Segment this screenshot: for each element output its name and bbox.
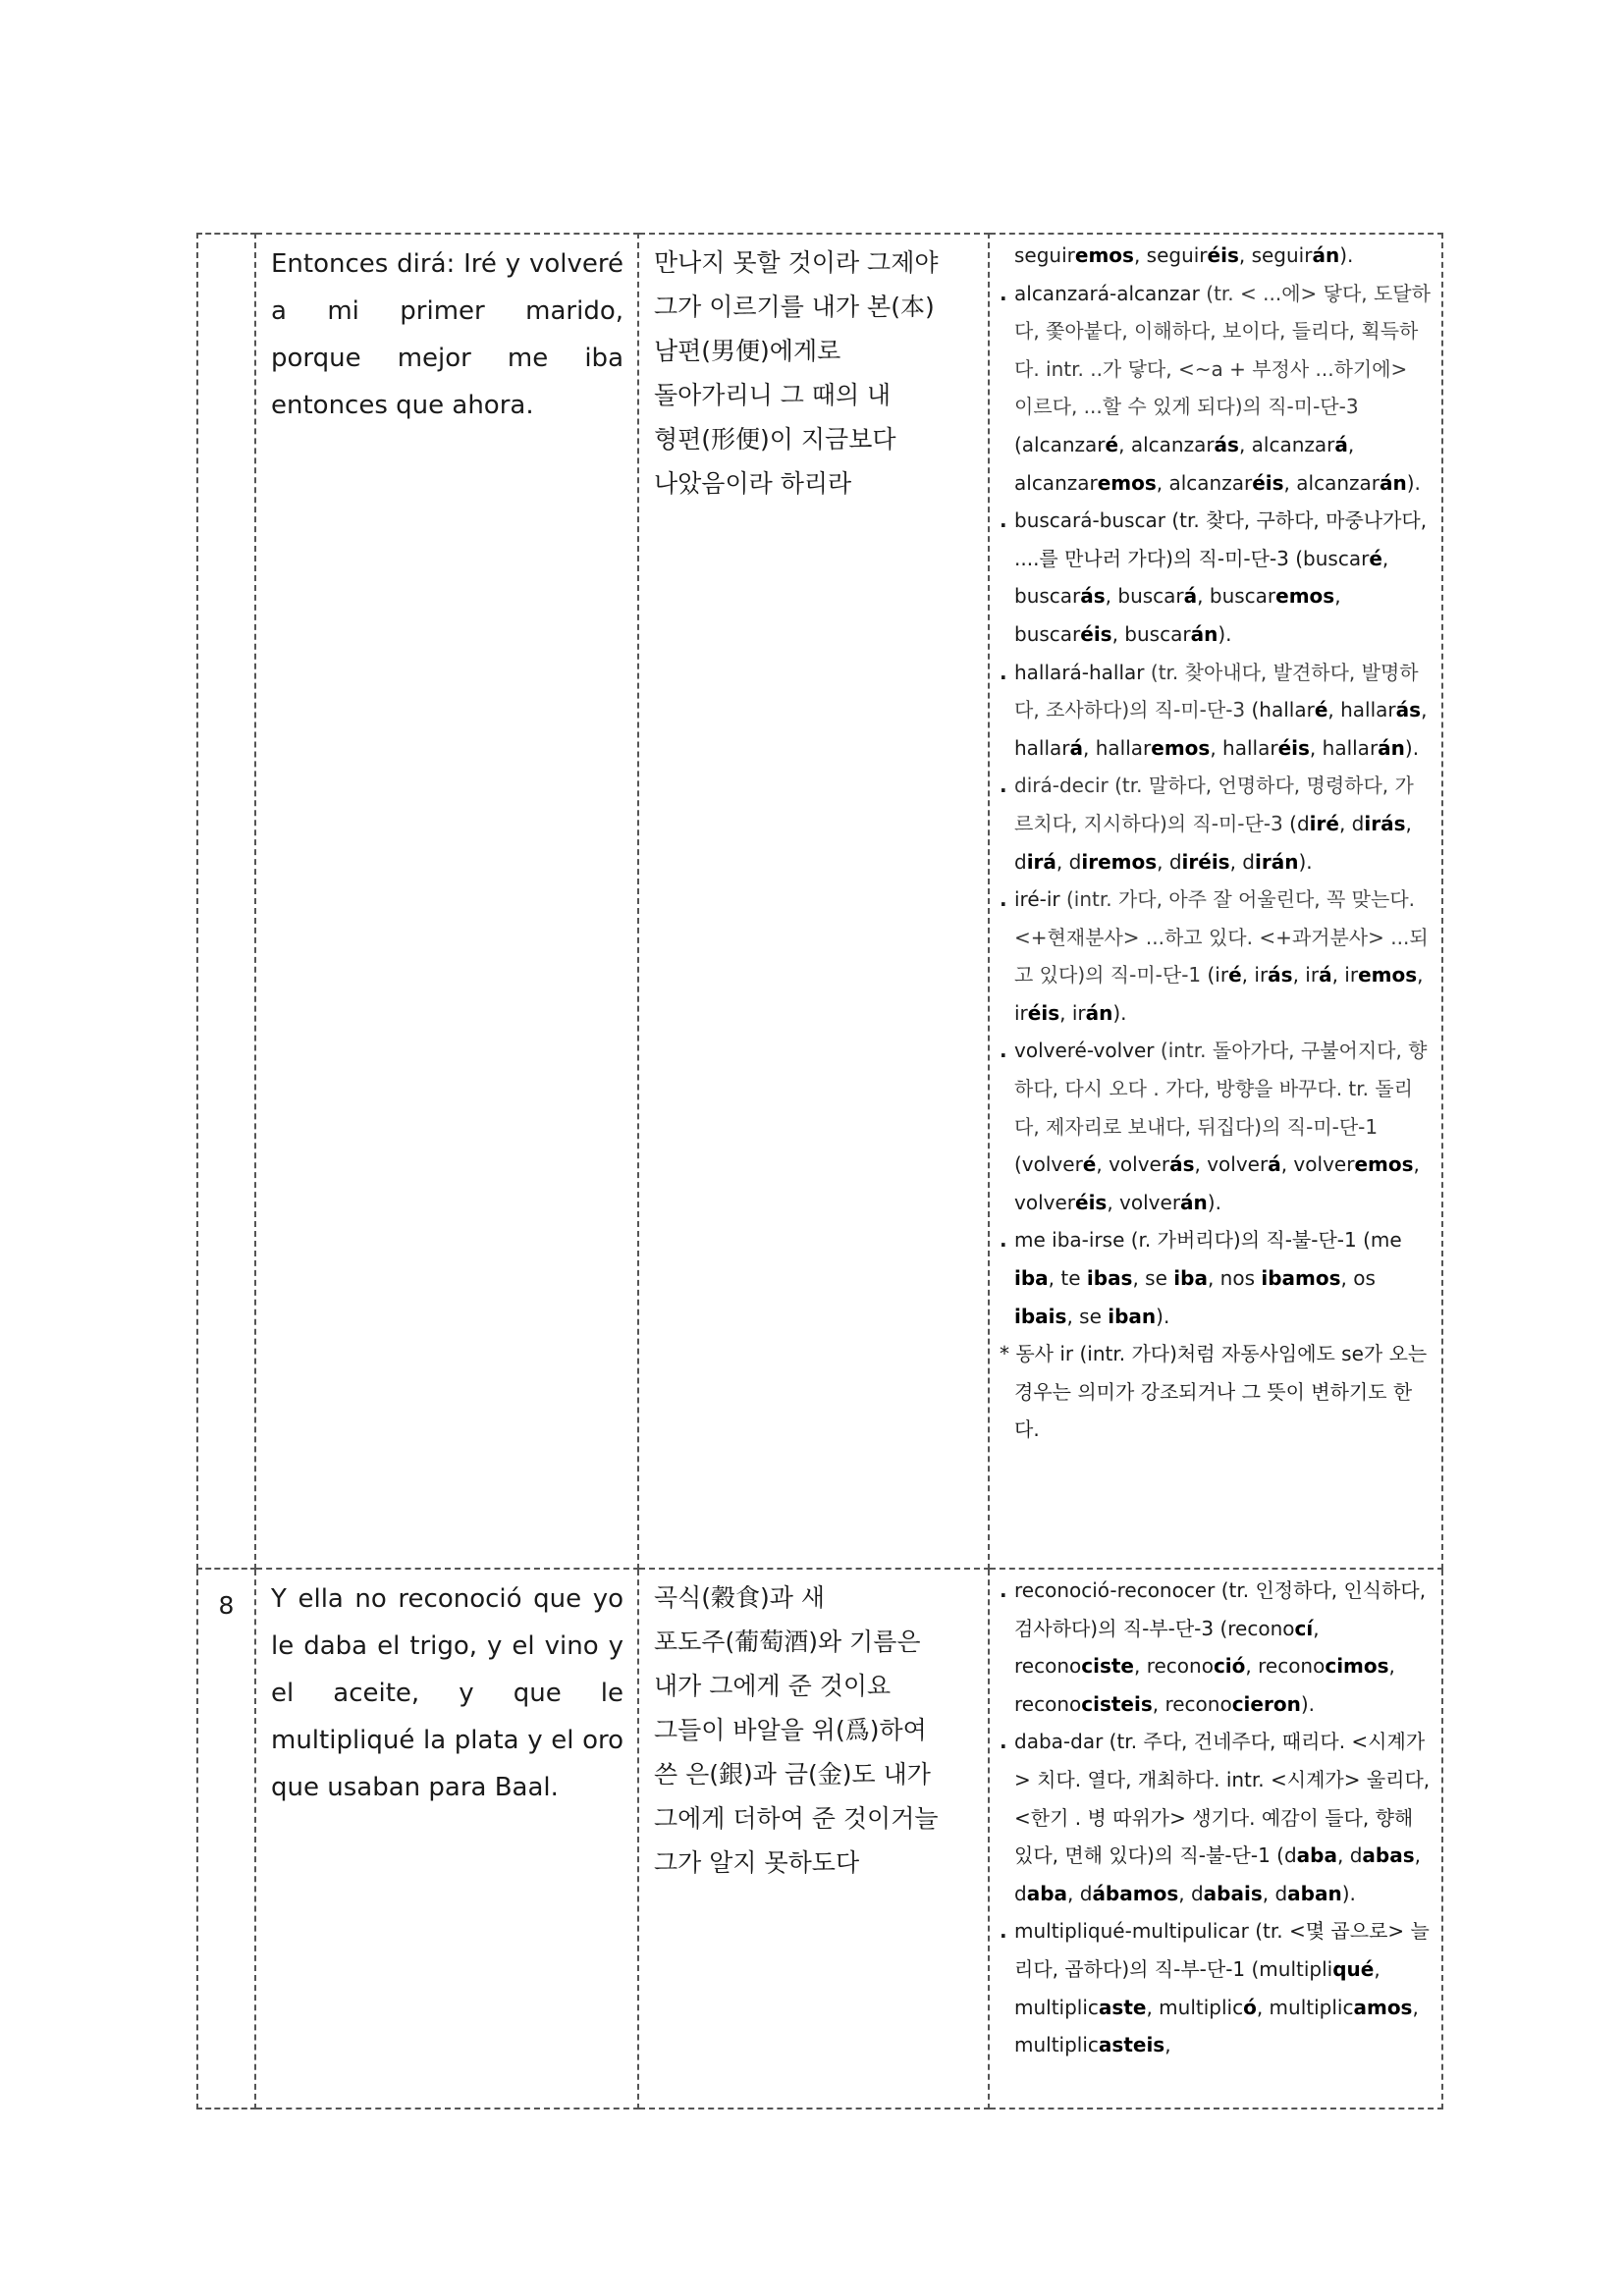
korean-line: 그에게 더하여 준 것이거늘: [654, 1804, 939, 1833]
korean-text: [638, 234, 989, 1569]
bullet-icon: .: [1000, 1578, 1007, 1602]
note-head: dirá-decir: [1014, 774, 1109, 798]
korean-line: 만나지 못할 것이라 그제야: [654, 248, 939, 277]
note-head: buscará-buscar: [1014, 508, 1166, 533]
bullet-icon: .: [1000, 660, 1007, 684]
korean-line: 형편(形便)이 지금보다: [654, 425, 896, 454]
notes-continuation: seguiremos, seguiréis, seguirán).: [1014, 243, 1354, 267]
note-head: alcanzará-alcanzar: [1014, 281, 1200, 305]
note-entry: [1000, 1912, 1432, 2063]
note-entry: [1000, 1032, 1432, 1221]
table-row: [197, 1569, 1442, 2109]
note-entry: [1000, 275, 1432, 503]
note-def: (tr. 찾아내다, 발견하다, 발명하다, 조사하다)의 직-미-단-3: [1014, 660, 1419, 722]
bullet-icon: .: [1000, 1919, 1007, 1944]
note-def: (intr. 돌아가다, 구불어지다, 향하다, 다시 오다 . 가다, 방향을 바꾸다. tr. 돌리다, 제자리로 보내다, 뒤집다)의 직-미-단-1: [1014, 1039, 1428, 1139]
note-forms: (me iba, te ibas, se iba, nos ibamos, os ibais, se iban).: [1014, 1228, 1402, 1328]
korean-line: 쓴 은(銀)과 금(金)도 내가: [654, 1760, 931, 1789]
note-forms: (buscaré, buscarás, buscará, buscaremos, buscaréis, buscarán).: [1014, 546, 1389, 646]
verse-number: 8: [197, 1569, 255, 2109]
bullet-icon: .: [1000, 887, 1007, 912]
note-head: reconoció-reconocer: [1014, 1578, 1216, 1602]
verse-table: [196, 233, 1443, 2109]
note-def: (tr. 인정하다, 인식하다, 검사하다)의 직-부-단-3: [1014, 1578, 1427, 1640]
note-def: (tr. 주다, 건네주다, 때리다. <시계가> 치다. 열다, 개최하다. intr. <시계가> 울리다, <한기 . 병 따위가> 생기다. 예감이 들다, 향해 있다, 면해 있다)의 직-불-단-1: [1014, 1730, 1431, 1868]
verse-number: [197, 234, 255, 1569]
korean-line: 그가 알지 못하도다: [654, 1848, 860, 1877]
note-forms: (hallaré, hallarás, hallará, hallaremos, hallaréis, hallarán).: [1014, 698, 1428, 760]
grammar-notes: [989, 234, 1442, 1569]
korean-line: 그들이 바알을 위(爲)하여: [654, 1716, 927, 1744]
note-head: hallará-hallar: [1014, 660, 1145, 684]
korean-line: 남편(男便)에게로: [654, 337, 841, 365]
korean-line: 곡식(穀食)과 새: [654, 1583, 826, 1612]
note-remark: * 동사 ir (intr. 가다)처럼 자동사임에도 se가 오는 경우는 의미가 강조되거나 그 뜻이 변하기도 한다.: [1000, 1342, 1428, 1442]
korean-line: 돌아가리니 그 때의 내: [654, 381, 892, 409]
bullet-icon: .: [1000, 1039, 1007, 1063]
note-entry: [1000, 881, 1432, 1032]
note-def: (tr. <몇 곱으로> 늘리다, 곱하다)의 직-부-단-1: [1014, 1919, 1430, 1981]
spanish-text: Entonces dirá: Iré y volveré a mi primer marido, porque mejor me iba entonces que ahora.: [255, 234, 638, 1569]
note-forms: (volveré, volverás, volverá, volveremos, volveréis, volverán).: [1014, 1152, 1420, 1214]
bullet-icon: .: [1000, 1228, 1007, 1253]
korean-line: 포도주(葡萄酒)와 기름은: [654, 1628, 921, 1656]
note-def: (tr. 찾다, 구하다, 마중나가다, ....를 만나러 가다)의 직-미-단-3: [1014, 508, 1428, 570]
note-forms: (reconocí, reconociste, reconoció, reconocimos, reconocisteis, reconocieron).: [1014, 1616, 1395, 1716]
note-head: me iba-irse: [1014, 1228, 1125, 1253]
spanish-text: Y ella no reconoció que yo le daba el trigo, y el vino y el aceite, y que le multipliqué la plata y el oro que usaban para Baal.: [255, 1569, 638, 2109]
note-entry: [1000, 502, 1432, 653]
note-entry: [1000, 767, 1432, 881]
note-forms: (daba, dabas, daba, dábamos, dabais, daban).: [1014, 1843, 1421, 1905]
note-head: volveré-volver: [1014, 1039, 1155, 1063]
note-forms: (diré, dirás, dirá, diremos, diréis, dirán).: [1014, 811, 1412, 874]
korean-line: 그가 이르기를 내가 본(本): [654, 293, 935, 321]
note-def: (tr. < ...에> 닿다, 도달하다, 쫓아붙다, 이해하다, 보이다, 들리다, 획득하다. intr. ..가 닿다, <~a + 부정사 ...하기에> 이르다, ...할 수 있게 되다)의 직-미-단-3: [1014, 281, 1431, 419]
note-def: (r. 가버리다)의 직-불-단-1: [1130, 1228, 1357, 1253]
note-forms: (multipliqué, multiplicaste, multiplicó, multiplicamos, multiplicasteis,: [1014, 1956, 1419, 2057]
note-def: (tr. 말하다, 언명하다, 명령하다, 가르치다, 지시하다)의 직-미-단-3: [1014, 774, 1414, 835]
bullet-icon: .: [1000, 1730, 1007, 1754]
korean-text: [638, 1569, 989, 2109]
note-head: multipliqué-multipulicar: [1014, 1919, 1249, 1944]
note-forms: (iré, irás, irá, iremos, iréis, irán).: [1014, 963, 1424, 1025]
note-def: (intr. 가다, 아주 잘 어울린다, 꼭 맞는다. <+현재분사> ...하고 있다. <+과거분사> ...되고 있다)의 직-미-단-1: [1014, 887, 1429, 988]
bullet-icon: .: [1000, 508, 1007, 533]
table-row: [197, 234, 1442, 1569]
grammar-notes: [989, 1569, 1442, 2109]
korean-line: 나았음이라 하리라: [654, 469, 852, 498]
note-head: iré-ir: [1014, 887, 1060, 912]
note-forms: (alcanzaré, alcanzarás, alcanzará, alcanzaremos, alcanzaréis, alcanzarán).: [1014, 432, 1421, 495]
note-entry: [1000, 1572, 1432, 1723]
note-entry: [1000, 1723, 1432, 1912]
note-entry: [1000, 1221, 1432, 1335]
korean-line: 내가 그에게 준 것이요: [654, 1672, 892, 1700]
bullet-icon: .: [1000, 774, 1007, 798]
note-head: daba-dar: [1014, 1730, 1104, 1754]
note-entry: [1000, 654, 1432, 768]
bullet-icon: .: [1000, 281, 1007, 305]
